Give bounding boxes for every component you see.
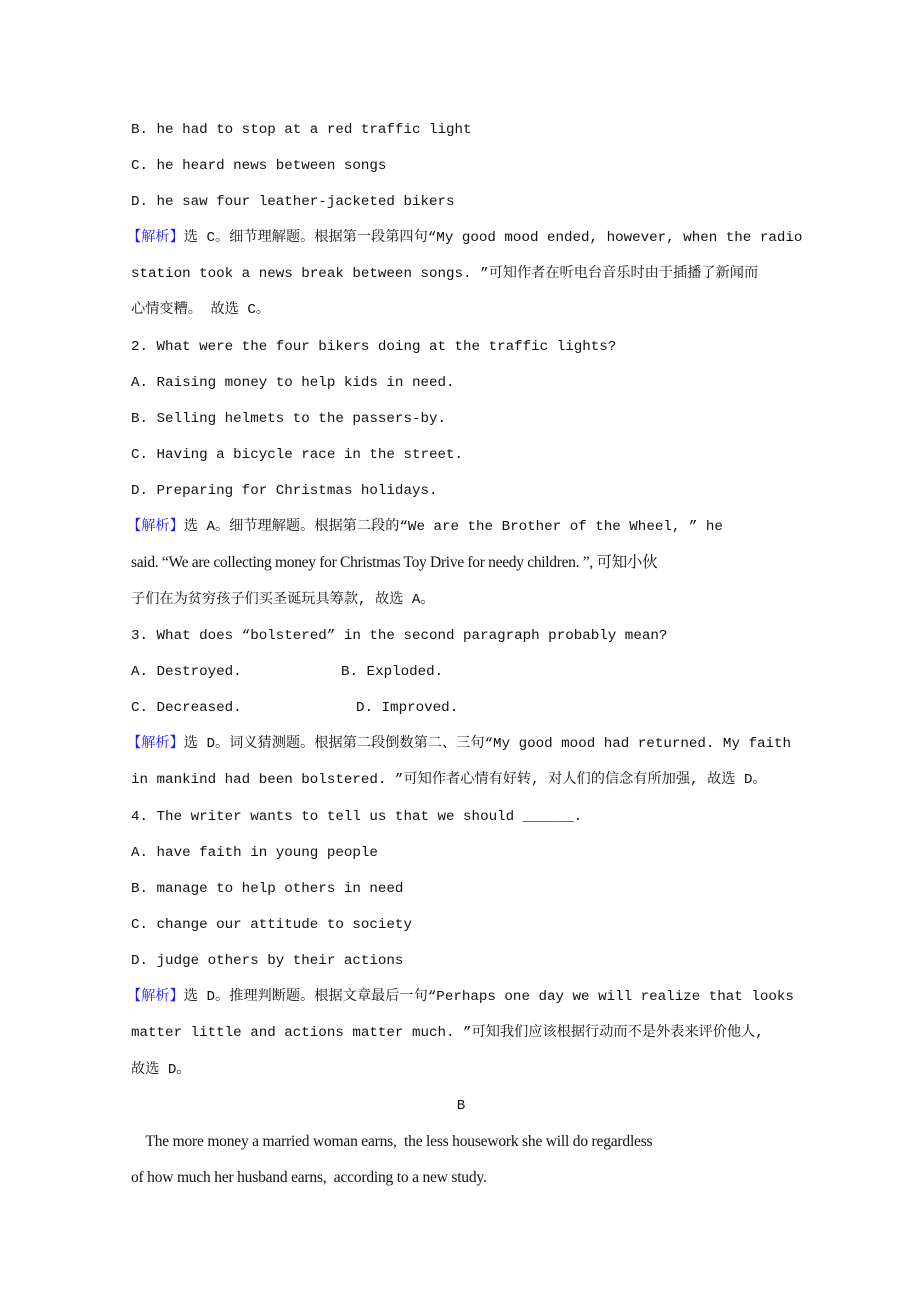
q2-question: 2. What were the four bikers doing at the traffic lights? <box>131 339 617 355</box>
passage-heading: B <box>456 1098 466 1114</box>
q3-question: 3. What does “bolstered” in the second paragraph probably mean? <box>131 628 668 644</box>
analysis-tag: 【解析】 <box>127 230 184 246</box>
analysis-tag: 【解析】 <box>127 736 184 752</box>
passage-b-line1: The more money a married woman earns, the less housework she will do regardless <box>131 1133 653 1150</box>
q4-analysis-line2: matter little and actions matter much. ”可知我们应该根据行动而不是外表来评价他人, <box>131 1025 764 1041</box>
q2-analysis-line3: 子们在为贫穷孩子们买圣诞玩具筹款, 故选 A。 <box>131 592 435 608</box>
analysis-text: 选 C。细节理解题。根据第一段第四句“My good mood ended, however, when the radio <box>183 230 803 246</box>
analysis-text: 选 D。词义猜测题。根据第二段倒数第二、三句“My good mood had returned. My faith <box>183 736 792 752</box>
q2-analysis-line1 <box>127 517 723 537</box>
q3-option-c: C. Decreased. <box>131 700 242 716</box>
passage-b-line2: of how much her husband earns, according to a new study. <box>131 1169 487 1186</box>
q4-analysis-line3: 故选 D。 <box>131 1062 191 1078</box>
q3-analysis-line2: in mankind had been bolstered. ”可知作者心情有好转, 对人们的信念有所加强, 故选 D。 <box>131 772 767 788</box>
q4-question: 4. The writer wants to tell us that we should ______. <box>131 809 583 825</box>
q1-option-d: D. he saw four leather-jacketed bikers <box>131 194 455 210</box>
q4-option-d: D. judge others by their actions <box>131 953 404 969</box>
analysis-tag: 【解析】 <box>127 519 184 535</box>
q1-analysis-line3: 心情变糟。 故选 C。 <box>131 302 271 318</box>
analysis-text: 选 A。细节理解题。根据第二段的“We are the Brother of the Wheel, ” he <box>183 519 723 535</box>
q1-option-c: C. he heard news between songs <box>131 158 387 174</box>
q4-option-a: A. have faith in young people <box>131 845 378 861</box>
analysis-tag: 【解析】 <box>127 989 184 1005</box>
q3-option-d: D. Improved. <box>356 700 459 716</box>
q1-analysis-line1 <box>127 228 802 248</box>
q4-analysis-line1 <box>127 987 794 1007</box>
q2-analysis-line2: said. “We are collecting money for Christmas Toy Drive for needy children. ”, 可知小伙 <box>131 554 658 571</box>
q2-option-a: A. Raising money to help kids in need. <box>131 375 455 391</box>
q3-analysis-line1 <box>127 734 791 754</box>
q2-option-c: C. Having a bicycle race in the street. <box>131 447 464 463</box>
q1-analysis-line2: station took a news break between songs. ”可知作者在听电台音乐时由于插播了新闻而 <box>131 266 759 282</box>
q4-option-b: B. manage to help others in need <box>131 881 404 897</box>
q1-option-b: B. he had to stop at a red traffic light <box>131 122 472 138</box>
q4-option-c: C. change our attitude to society <box>131 917 412 933</box>
q2-option-d: D. Preparing for Christmas holidays. <box>131 483 438 499</box>
analysis-text: 选 D。推理判断题。根据文章最后一句“Perhaps one day we will realize that looks <box>183 989 794 1005</box>
q3-option-b: B. Exploded. <box>341 664 444 680</box>
q3-option-a: A. Destroyed. <box>131 664 242 680</box>
q2-option-b: B. Selling helmets to the passers-by. <box>131 411 447 427</box>
